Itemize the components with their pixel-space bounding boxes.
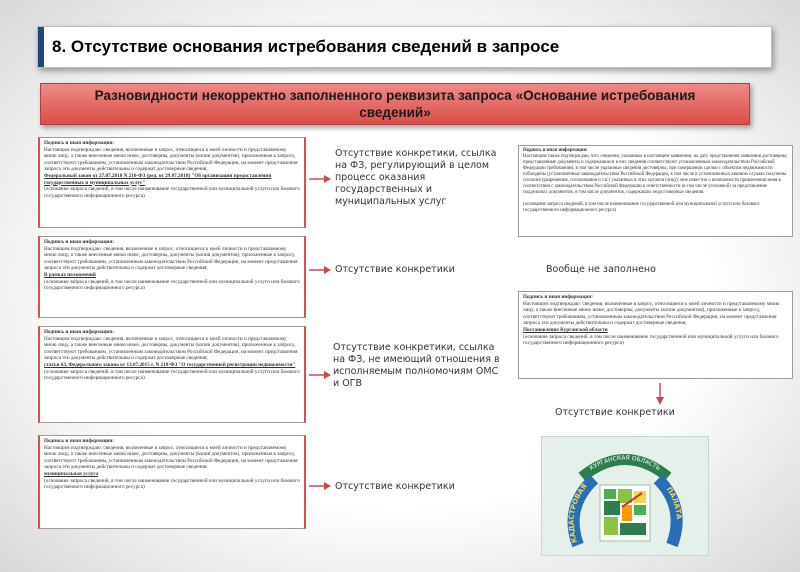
slide-subtitle: Разновидности некорректно заполненного реквизита запроса «Основание истребования сведений» (40, 83, 750, 125)
slide-title: 8. Отсутствие основания истребования сведений в запросе (52, 37, 560, 56)
doc-excerpt-3 (38, 326, 306, 423)
doc-excerpt-1 (38, 137, 306, 228)
doc-body: Настоящим подтверждаю: сведения, включенные в запрос, относящиеся к моей личности и представляемому мною лицу, а также внесенные мною ниже, достоверны, документы (копии документов), приложенные к запросу, соответствуют требованиям, установленным законодательством Российской Федерации, на момент представления запроса эти документы действительны и содержат достоверные сведения; (44, 335, 298, 362)
doc-excerpt-4 (38, 435, 306, 529)
doc-excerpt-6 (518, 291, 793, 379)
doc-excerpt-2 (38, 236, 306, 318)
logo-text-top: КУРГАНСКАЯ ОБЛАСТЬ (588, 454, 662, 473)
doc-footnote: (основание запроса сведений, в том числе наименование государственной или муниципальной услуги или базового государственного информационного ресурса) (523, 333, 779, 347)
doc-footnote: (основание запроса сведений, в том числе наименование государственной или муниципальной услуги или базового государственного информационного ресурса) (523, 202, 760, 213)
doc-title: Подпись и иная информация: (523, 294, 593, 300)
cadastral-chamber-logo (541, 436, 709, 556)
doc-footnote: (основание запроса сведений, в том числе наименование государственной или муниципальной услуги или базового государственного информационного ресурса) (44, 186, 300, 199)
title-accent-stripe (38, 27, 44, 67)
doc-basis-value: В рамках полномочий (44, 271, 96, 278)
doc-body: Настоящим также подтверждаю, что: сведения, указанные в настоящем заявлении, на дату представления заявления достоверны; представленные документы и содержащиеся в них сведения соответствуют установленным законодательством Российской Федерации требованиям, в том числе указанные сведения достоверны; при совершении сделки с объектом недвижимости соблюдены (установленные законодательством Российской Федерации, в том числе в установленных законом случаях получены согласия (разрешения, согласования и т.п.) указанных в этих органов (лиц)); мне известно о возможности привлечения меня в соответствии с законодательством Российской Федерации к ответственности (в том числе уголовной) за представление поддельных документов, в том числе документов, содержащих недостоверные сведения. (523, 154, 788, 195)
doc-body: Настоящим подтверждаю: сведения, включенные в запрос, относящиеся к моей личности и представляемому мною лицу, а также внесенные мною ниже, достоверны, документы (копии документов), приложенные к запросу, соответствуют требованиям, установленным законодательством Российской Федерации, на момент представления запроса эти документы действительны и содержат достоверные сведения; (523, 300, 780, 327)
note-3: Отсутствие конкретики, ссылка на ФЗ, не имеющий отношения в исполняемым полномочиям ОМС и ОГВ (333, 342, 500, 389)
arrow-down-2 (655, 383, 665, 405)
doc-body: Настоящим подтверждаю: сведения, включенные в запрос, относящиеся к моей личности и представляемому мною лицу, а также внесенные мною ниже, достоверны, документы (копии документов), приложенные к запросу, соответствуют требованиям, установленным законодательством Российской Федерации, на момент представления запроса эти документы действительны и содержат достоверные сведения; (44, 444, 298, 471)
doc-body: Настоящим подтверждаю: сведения, включенные в запрос, относящиеся к моей личности и представляемому мною лицу, а также внесенные мною ниже, достоверны, документы (копии документов), приложенные к запросу, соответствуют требованиям, установленным законодательством Российской Федерации, на момент представления запроса эти документы действительны и содержат достоверные сведения; (44, 146, 298, 173)
note-5: Вообще не заполнено (546, 264, 656, 275)
doc-basis-value: Постановление Курганской области (523, 326, 608, 333)
doc-footnote: (основание запроса сведений, в том числе наименование государственной или муниципальной услуги или базового государственного информационного ресурса) (44, 278, 300, 292)
arrow-right-4 (309, 481, 329, 491)
note-2: Отсутствие конкретики (335, 264, 455, 275)
logo-text-left: КАДАСТРОВАЯ (567, 482, 589, 544)
doc-excerpt-5 (518, 145, 793, 237)
logo-text-right: ПАЛАТА (664, 485, 683, 520)
note-6: Отсутствие конкретики (555, 407, 675, 418)
doc-footnote: (основание запроса сведений, в том числе наименование государственной или муниципальной услуги или базового государственного информационного ресурса) (44, 368, 300, 382)
slide-title-bar (37, 26, 772, 68)
doc-body: Настоящим подтверждаю: сведения, включенные в запрос, относящиеся к моей личности и представляемому мною лицу, а также внесенные мною ниже, достоверны, документы (копии документов), приложенные к запросу, соответствуют требованиям, установленным законодательством Российской Федерации, на момент представления запроса эти документы действительны и содержат достоверные сведения; (44, 245, 298, 272)
arrow-right-1 (309, 174, 329, 184)
doc-title: Подпись и иная информация: (44, 140, 114, 146)
doc-title: Подпись и иная информация: (44, 438, 114, 444)
doc-basis-value: статья 63, Федерального закона от 13.07.2015 г. N 218-ФЗ "О государственной регистрации недвижимости" (44, 361, 296, 368)
doc-footnote: (основание запроса сведений, в том числе наименование государственной или муниципальной услуги или базового государственного информационного ресурса) (44, 477, 300, 491)
doc-title: Подпись и иная информация: (44, 239, 114, 245)
note-1: Отсутствие конкретики, ссылка на ФЗ, регулирующий в целом процесс оказания государственных и муниципальных услуг (335, 148, 497, 207)
doc-basis-value: муниципальная услуга (44, 470, 99, 477)
doc-basis-value: Федеральный закон от 27.07.2010 N 210-ФЗ (ред. от 29.07.2018) "Об организации предоставления государственных и муниципальных услуг" (44, 172, 272, 186)
note-4: Отсутствие конкретики (335, 481, 455, 492)
arrow-right-2 (309, 265, 329, 275)
arrow-right-3 (309, 370, 329, 380)
doc-title: Подпись и иная информация: (523, 148, 588, 153)
doc-title: Подпись и иная информация: (44, 329, 114, 335)
